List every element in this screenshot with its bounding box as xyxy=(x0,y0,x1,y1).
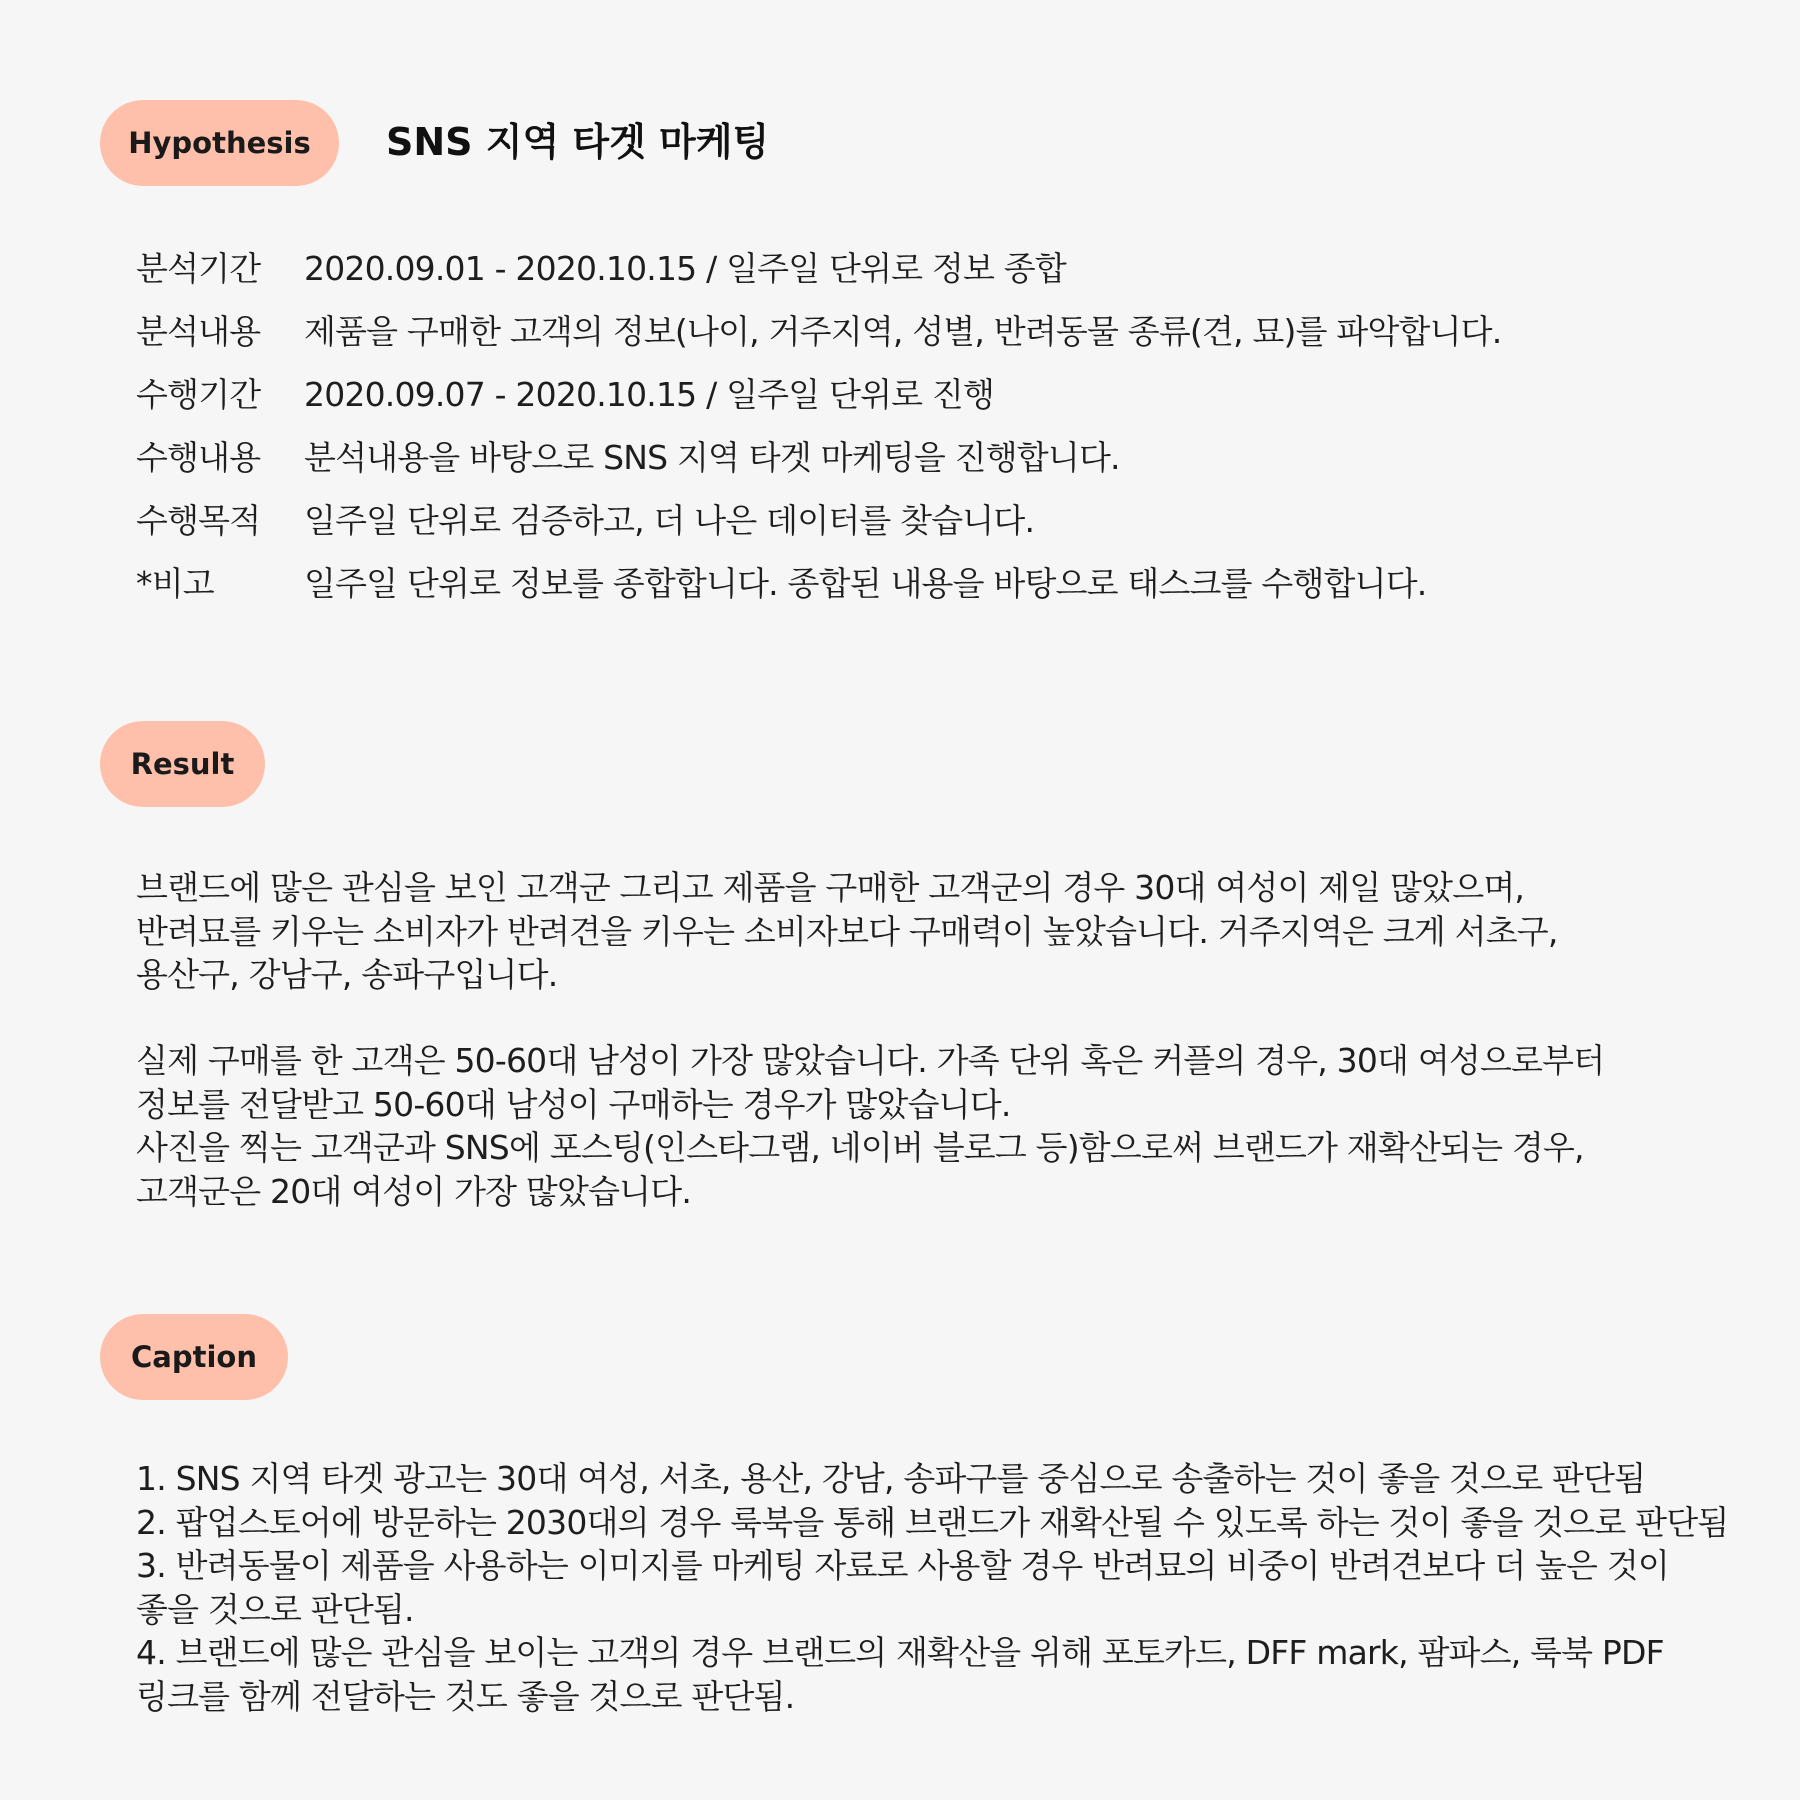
info-key: 분석내용 xyxy=(136,312,261,351)
caption-line: 좋을 것으로 판단됨. xyxy=(136,1589,414,1629)
result-line: 실제 구매를 한 고객은 50-60대 남성이 가장 많았습니다. 가족 단위 혹은 커플의 경우, 30대 여성으로부터 xyxy=(136,1041,1605,1080)
info-row-execution-content xyxy=(136,424,1756,487)
result-line: 용산구, 강남구, 송파구입니다. xyxy=(136,955,558,994)
result-line: 사진을 찍는 고객군과 SNS에 포스팅(인스타그램, 네이버 블로그 등)함으로써 브랜드가 재확산되는 경우, xyxy=(136,1128,1584,1167)
result-line: 브랜드에 많은 관심을 보인 고객군 그리고 제품을 구매한 고객군의 경우 30대 여성이 제일 많았으며, xyxy=(136,868,1525,907)
info-value: 제품을 구매한 고객의 정보(나이, 거주지역, 성별, 반려동물 종류(견, 묘)를 파악합니다. xyxy=(304,312,1502,351)
hypothesis-badge: Hypothesis xyxy=(100,100,339,186)
info-value: 2020.09.07 - 2020.10.15 / 일주일 단위로 진행 xyxy=(304,375,995,414)
info-value: 2020.09.01 - 2020.10.15 / 일주일 단위로 정보 종합 xyxy=(304,249,1066,288)
info-value: 분석내용을 바탕으로 SNS 지역 타겟 마케팅을 진행합니다. xyxy=(304,438,1120,477)
info-row-execution-purpose xyxy=(136,487,1756,550)
result-line: 반려묘를 키우는 소비자가 반려견을 키우는 소비자보다 구매력이 높았습니다. 거주지역은 크게 서초구, xyxy=(136,911,1558,951)
info-value: 일주일 단위로 검증하고, 더 나은 데이터를 찾습니다. xyxy=(304,501,1035,540)
page-title: SNS 지역 타겟 마케팅 xyxy=(386,120,770,164)
info-row-analysis-period xyxy=(136,235,1756,298)
info-row-execution-period xyxy=(136,361,1756,424)
info-value: 일주일 단위로 정보를 종합합니다. 종합된 내용을 바탕으로 태스크를 수행합니다. xyxy=(304,564,1427,603)
result-line: 정보를 전달받고 50-60대 남성이 구매하는 경우가 많았습니다. xyxy=(136,1084,1011,1124)
result-line: 고객군은 20대 여성이 가장 많았습니다. xyxy=(136,1171,692,1211)
info-key: 수행기간 xyxy=(136,375,261,414)
hypothesis-info-table xyxy=(136,235,1756,613)
info-row-analysis-content xyxy=(136,298,1756,361)
caption-list xyxy=(136,1457,1776,1718)
caption-line: 링크를 함께 전달하는 것도 좋을 것으로 판단됨. xyxy=(136,1676,795,1716)
caption-line: 3. 반려동물이 제품을 사용하는 이미지를 마케팅 자료로 사용할 경우 반려묘의 비중이 반려견보다 더 높은 것이 xyxy=(136,1546,1669,1585)
caption-line: 1. SNS 지역 타겟 광고는 30대 여성, 서초, 용산, 강남, 송파구를 중심으로 송출하는 것이 좋을 것으로 판단됨 xyxy=(136,1459,1646,1498)
result-paragraph-1 xyxy=(136,866,1776,997)
result-badge: Result xyxy=(100,721,265,807)
info-key: *비고 xyxy=(136,564,214,603)
caption-line: 2. 팝업스토어에 방문하는 2030대의 경우 룩북을 통해 브랜드가 재확산될 수 있도록 하는 것이 좋을 것으로 판단됨 xyxy=(136,1502,1729,1542)
info-key: 수행목적 xyxy=(136,501,261,540)
info-key: 분석기간 xyxy=(136,249,261,288)
result-paragraph-2 xyxy=(136,1039,1776,1213)
caption-line: 4. 브랜드에 많은 관심을 보이는 고객의 경우 브랜드의 재확산을 위해 포토카드, DFF mark, 팜파스, 룩북 PDF xyxy=(136,1633,1664,1672)
info-key: 수행내용 xyxy=(136,438,261,477)
caption-badge: Caption xyxy=(100,1314,288,1400)
info-row-note xyxy=(136,550,1756,613)
